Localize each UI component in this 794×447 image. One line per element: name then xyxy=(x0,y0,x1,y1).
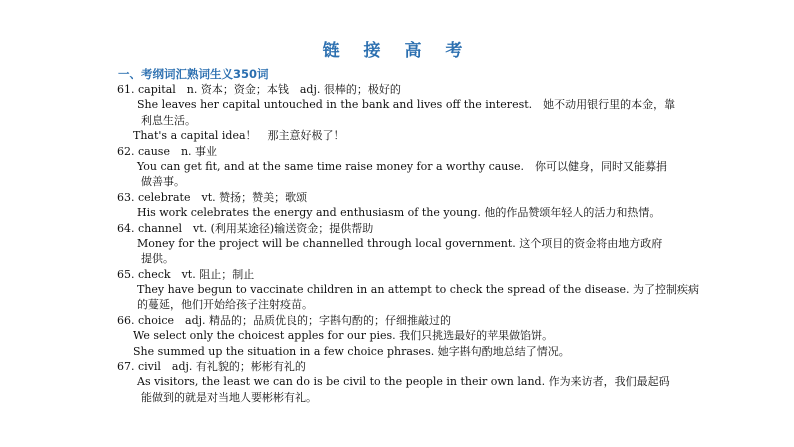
entry-67-headword: 67. civil adj. 有礼貌的；彬彬有礼的 xyxy=(117,360,306,374)
entry-66-example-1: We select only the choicest apples for our pies. 我们只挑选最好的苹果做馅饼。 xyxy=(133,329,554,343)
entry-62-headword: 62. cause n. 事业 xyxy=(117,144,218,158)
entry-64-example-1-cont: 提供。 xyxy=(141,252,174,266)
entry-63-headword: 63. celebrate vt. 赞扬；赞美；歌颂 xyxy=(117,190,308,204)
section-heading: 一、考纲词汇熟词生义350词 xyxy=(118,67,269,81)
vocabulary-list xyxy=(117,82,697,405)
entry-61-example-2: That's a capital idea！ 那主意好极了！ xyxy=(133,129,345,143)
entry-61-example-1: She leaves her capital untouched in the bank and lives off the interest. 她不动用银行里的本金，靠 xyxy=(137,98,676,112)
entry-61-example-1-cont: 利息生活。 xyxy=(141,113,196,127)
entry-63-example-1: His work celebrates the energy and enthusiasm of the young. 他的作品赞颂年轻人的活力和热情。 xyxy=(137,206,661,220)
entry-65-example-1-cont: 的蔓延，他们开始给孩子注射疫苗。 xyxy=(137,298,313,312)
slide-title: 链 接 高 考 xyxy=(322,41,472,61)
entry-65-headword: 65. check vt. 阻止；制止 xyxy=(117,267,255,281)
entry-62-example-1-cont: 做善事。 xyxy=(141,175,185,189)
entry-64-example-1: Money for the project will be channelled through local government. 这个项目的资金将由地方政府 xyxy=(137,236,663,250)
entry-65-example-1: They have begun to vaccinate children in an attempt to check the spread of the disease. 为了控制疾病 xyxy=(137,283,699,297)
entry-67-example-1-cont: 能做到的就是对当地人要彬彬有礼。 xyxy=(141,390,317,404)
entry-66-headword: 66. choice adj. 精品的；品质优良的；字斟句酌的；仔细推敲过的 xyxy=(117,313,452,327)
entry-62-example-1: You can get fit, and at the same time raise money for a worthy cause. 你可以健身，同时又能募捐 xyxy=(137,159,668,173)
entry-64-headword: 64. channel vt. (利用某途径)输送资金；提供帮助 xyxy=(117,221,374,235)
entry-61-headword: 61. capital n. 资本；资金；本钱 adj. 很棒的；极好的 xyxy=(117,83,401,96)
entry-67-example-1: As visitors, the least we can do is be civil to the people in their own land. 作为来访者，我们最起码 xyxy=(137,375,670,389)
entry-66-example-2: She summed up the situation in a few choice phrases. 她字斟句酌地总结了情况。 xyxy=(133,344,570,358)
